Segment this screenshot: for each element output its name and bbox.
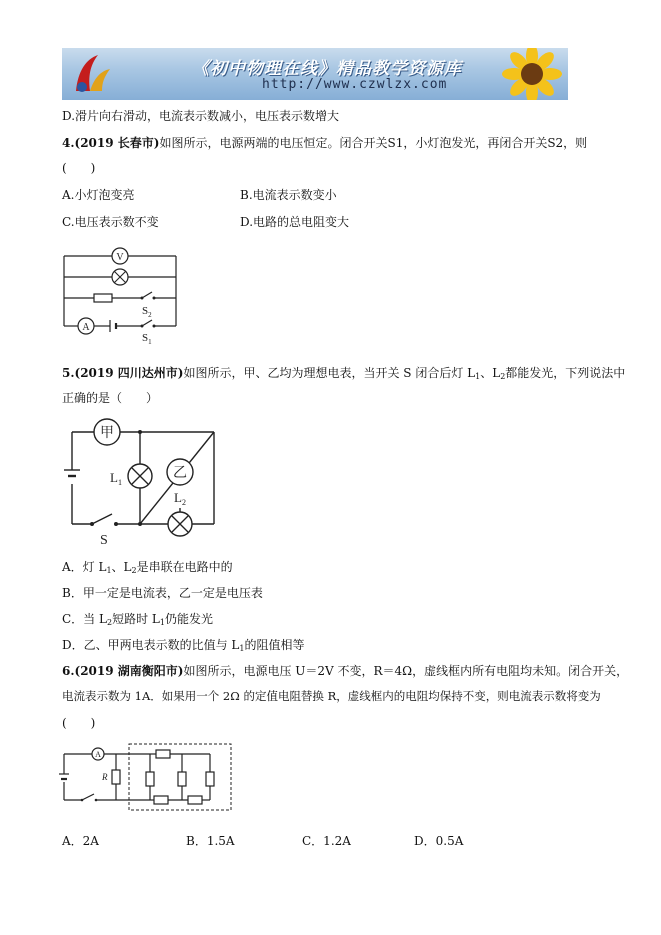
- switch-s2-subscript: 2: [148, 311, 152, 319]
- question-source: (2019 湖南衡阳市): [74, 664, 184, 678]
- question-number: 6.: [62, 664, 75, 678]
- question-source: (2019 四川达州市): [74, 366, 184, 380]
- option-d: D．0.5A: [414, 834, 464, 848]
- q4-circuit-diagram: [58, 242, 188, 344]
- option-a: A.小灯泡变亮: [62, 188, 135, 202]
- switch-s1-label: S: [142, 332, 149, 344]
- voltmeter-icon: [112, 248, 128, 264]
- resistor-icon: [112, 750, 214, 804]
- option-a: [62, 558, 233, 575]
- meter-yi-label: 乙: [173, 466, 187, 481]
- question-text: 如图所示，甲、乙均为理想电表，当开关 S 闭合后灯 L: [183, 366, 476, 380]
- question-5-stem: [62, 364, 625, 381]
- subscript: 1: [106, 566, 112, 575]
- lamp-l2-subscript: 2: [181, 498, 186, 507]
- resistor-icon: [94, 294, 112, 302]
- subscript: 1: [239, 644, 245, 653]
- question-text: 如图所示，电源两端的电压恒定。闭合开关S1，小灯泡发光，再闭合开关S2，则: [159, 136, 588, 150]
- question-5-stem-line2: 正确的是（ ）: [62, 391, 159, 405]
- option-b: B.电流表示数变小: [240, 188, 337, 202]
- banner-url: http://www.czwlzx.com: [262, 77, 448, 92]
- question-4-blank: ( ): [62, 161, 96, 175]
- question-6-stem: [62, 662, 628, 679]
- ammeter-label: A: [95, 750, 101, 759]
- question-text: 、L: [480, 366, 501, 380]
- question-number: 4.: [62, 136, 75, 150]
- lamp-l2-label: L: [174, 490, 182, 505]
- switch-s1-subscript: 1: [148, 338, 152, 344]
- meter-jia-label: 甲: [100, 426, 114, 441]
- battery-icon: [64, 470, 80, 476]
- option-d: D.电路的总电阻变大: [240, 215, 350, 229]
- option-c: C.电压表示数不变: [62, 215, 159, 229]
- option-text: 仍能发光: [164, 612, 213, 626]
- battery-icon: [110, 320, 116, 332]
- svg-text:L1: [110, 470, 122, 487]
- q5-circuit-diagram: [62, 416, 222, 546]
- ammeter-label: A: [82, 322, 90, 333]
- question-source: (2019 长春市): [74, 136, 160, 150]
- resistor-r-label: R: [102, 772, 108, 782]
- lamp-l1-label: L: [110, 470, 118, 485]
- question-6-stem-line2: 电流表示数为 1A．如果用一个 2Ω 的定值电阻替换 R，虚线框内的电阻均保持不变，则电流表示数将变为: [62, 689, 601, 703]
- q6-circuit-diagram: [58, 742, 238, 814]
- voltmeter-label: V: [116, 252, 124, 263]
- option-text: 短路时 L: [112, 612, 160, 626]
- question-text: 都能发光，下列说法中: [505, 366, 626, 380]
- site-logo-icon: [68, 51, 114, 97]
- prev-option-d: D.滑片向右滑动，电流表示数减小，电压表示数增大: [62, 109, 340, 123]
- question-4-stem: [62, 134, 587, 151]
- banner-title: 《初中物理在线》精品教学资源库: [192, 59, 462, 79]
- header-banner: [62, 48, 568, 100]
- option-c: [62, 610, 213, 627]
- subscript: 2: [500, 372, 506, 381]
- bulb-l1-icon: [128, 464, 152, 488]
- lamp-l1-subscript: 1: [117, 478, 122, 487]
- subscript: 1: [159, 618, 165, 627]
- svg-text:L2: [174, 490, 186, 507]
- option-a: A．2A: [62, 834, 99, 848]
- option-b: B．甲一定是电流表，乙一定是电压表: [62, 586, 263, 600]
- option-text: C．当 L: [62, 612, 107, 626]
- bulb-icon: [112, 269, 128, 285]
- meter-yi-icon: [167, 459, 193, 485]
- switch-label: S: [100, 533, 108, 546]
- svg-text:S2: [142, 305, 152, 319]
- option-text: A．灯 L: [62, 560, 107, 574]
- switch-s2-label: S: [142, 305, 149, 317]
- ammeter-icon: [78, 318, 94, 334]
- subscript: 2: [131, 566, 137, 575]
- battery-icon: [59, 774, 69, 779]
- option-c: C．1.2A: [302, 834, 351, 848]
- bulb-l2-icon: [168, 512, 192, 536]
- svg-text:S1: [142, 332, 152, 344]
- question-number: 5.: [62, 366, 75, 380]
- option-text: D．乙、甲两电表示数的比值与 L: [62, 638, 240, 652]
- option-d: [62, 636, 305, 653]
- subscript: 2: [106, 618, 113, 627]
- question-text: 如图所示，电源电压 U＝2V 不变，R＝4Ω，虚线框内所有电阻均未知。闭合开关，: [183, 664, 629, 678]
- meter-jia-icon: [94, 419, 120, 445]
- option-b: B．1.5A: [186, 834, 235, 848]
- ammeter-icon: [92, 748, 104, 760]
- question-6-blank: ( ): [62, 716, 96, 730]
- option-text: 的阻值相等: [244, 638, 305, 652]
- subscript: 1: [475, 372, 481, 381]
- sunflower-icon: [500, 48, 564, 100]
- option-text: 是串联在电路中的: [136, 560, 233, 574]
- option-text: 、L: [111, 560, 132, 574]
